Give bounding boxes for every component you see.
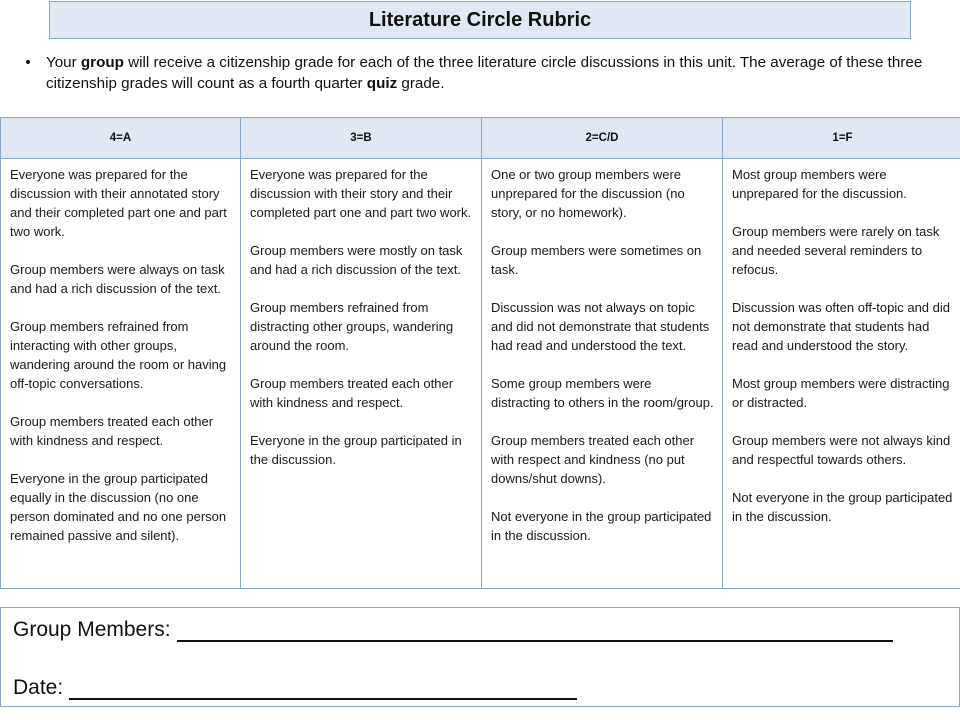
criteria-item: Everyone was prepared for the discussion with their annotated story and their completed part one and part two work. [10, 167, 227, 239]
group-members-blank[interactable] [177, 620, 893, 642]
intro-emphasis: quiz [366, 75, 398, 92]
criteria-item: Some group members were distracting to others in the room/group. [491, 376, 714, 410]
group-members-label: Group Members: [13, 618, 171, 641]
criteria-cell-a [1, 159, 241, 589]
criteria-cell-cd [482, 159, 723, 589]
rubric-table [0, 117, 960, 589]
criteria-item: Everyone in the group participated in the discussion. [250, 433, 462, 467]
criteria-item: Everyone was prepared for the discussion with their story and their completed part one and part two work. [250, 167, 472, 220]
criteria-item: Group members refrained from interacting with other groups, wandering around the room or having off-topic conversations. [10, 319, 227, 391]
date-line [13, 676, 577, 700]
criteria-item: Group members refrained from distracting other groups, wandering around the room. [250, 300, 454, 353]
criteria-item: Discussion was not always on topic and did not demonstrate that students had read and understood the text. [491, 300, 710, 353]
grade-header-a: 4=A [1, 118, 241, 159]
criteria-item: Group members were mostly on task and had a rich discussion of the text. [250, 243, 463, 277]
criteria-item: Group members were sometimes on task. [491, 243, 702, 277]
grade-header-f: 1=F [723, 118, 960, 159]
criteria-item: Most group members were unprepared for the discussion. [732, 167, 907, 201]
rubric-criteria-row [1, 159, 960, 589]
criteria-item: Group members were not always kind and respectful towards others. [732, 433, 951, 467]
intro-run: will receive a citizenship grade for each of the three literature circle discussions in this unit. The average of these three citizenship grades will count as a fourth quarter [46, 54, 923, 92]
criteria-cell-b [241, 159, 482, 589]
intro-run: Your [46, 54, 81, 71]
grade-header-cd: 2=C/D [482, 118, 723, 159]
criteria-item: One or two group members were unprepared for the discussion (no story, or no homework). [491, 167, 685, 220]
grade-header-b: 3=B [241, 118, 482, 159]
criteria-item: Everyone in the group participated equally in the discussion (no one person dominated and no one person remained passive and silent). [10, 471, 227, 543]
criteria-item: Not everyone in the group participated in the discussion. [732, 490, 953, 524]
criteria-item: Group members were rarely on task and needed several reminders to refocus. [732, 224, 940, 277]
criteria-item: Group members treated each other with kindness and respect. [250, 376, 454, 410]
criteria-item: Group members treated each other with respect and kindness (no put downs/shut downs). [491, 433, 695, 486]
group-members-line [13, 618, 893, 642]
criteria-item: Discussion was often off-topic and did not demonstrate that students had read and understood the story. [732, 300, 950, 353]
date-blank[interactable] [69, 678, 577, 700]
criteria-item: Group members were always on task and had a rich discussion of the text. [10, 262, 225, 296]
rubric-header-row [1, 118, 960, 159]
criteria-item: Not everyone in the group participated in the discussion. [491, 509, 712, 543]
signature-box [0, 607, 960, 707]
criteria-cell-f [723, 159, 960, 589]
intro-run: grade. [397, 75, 445, 92]
intro-text [46, 52, 950, 94]
date-label: Date: [13, 676, 64, 699]
intro-emphasis: group [80, 54, 124, 71]
criteria-item: Group members treated each other with kindness and respect. [10, 414, 214, 448]
page-title: Literature Circle Rubric [368, 8, 592, 31]
title-banner [49, 1, 911, 39]
bullet-point: • [25, 54, 31, 71]
intro-paragraph [10, 52, 950, 94]
criteria-item: Most group members were distracting or distracted. [732, 376, 950, 410]
